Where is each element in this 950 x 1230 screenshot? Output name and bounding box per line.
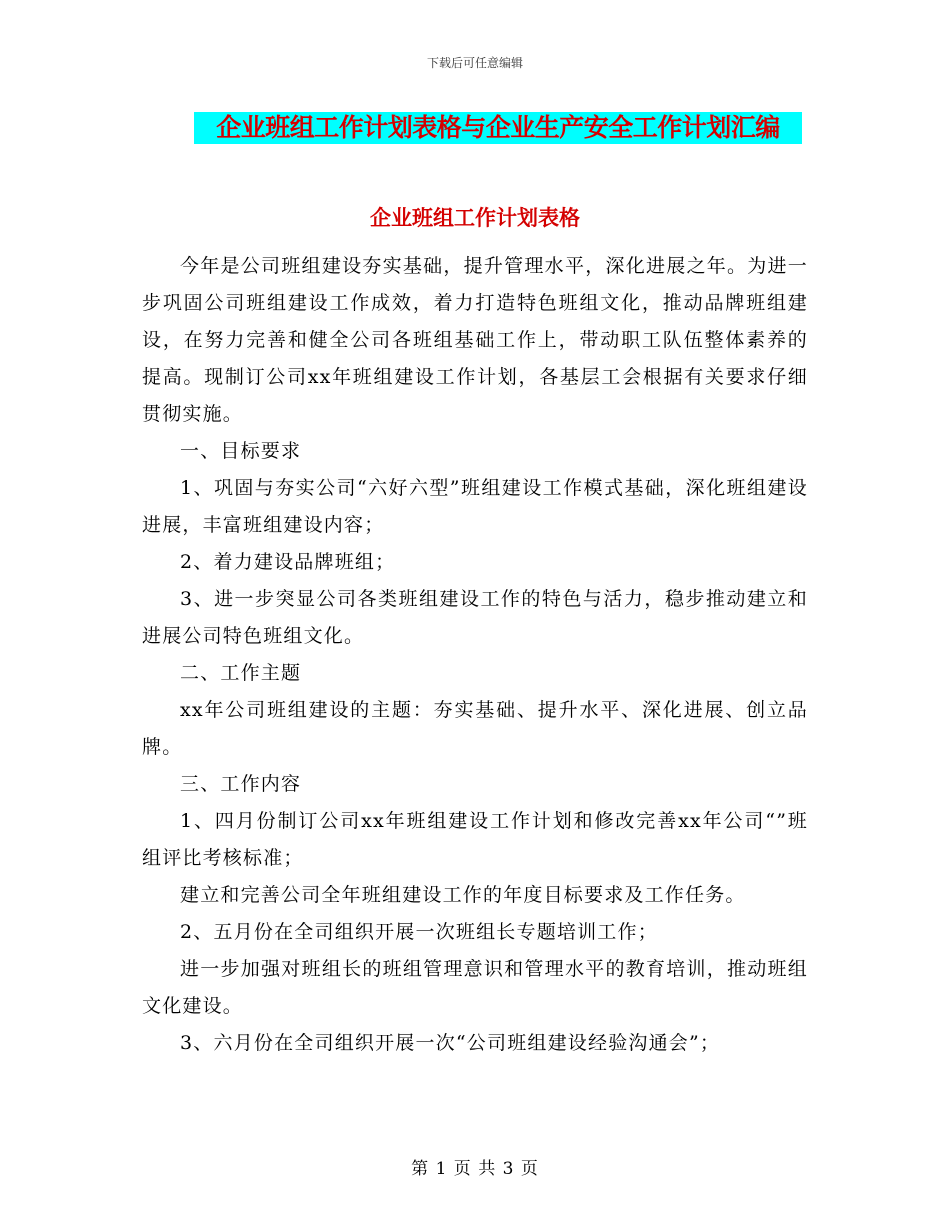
heading-goals: 一、目标要求	[180, 440, 302, 462]
paragraph: 3、进一步突显公司各类班组建设工作的特色与活力，稳步推动建立和进展公司特色班组文化。	[142, 588, 808, 647]
paragraph: 进一步加强对班组长的班组管理意识和管理水平的教育培训，推动班组文化建设。	[142, 958, 808, 1017]
page-footer: 第 1 页 共 3 页	[411, 1159, 539, 1179]
paragraph: 1、四月份制订公司xx年班组建设工作计划和修改完善xx年公司“”班组评比考核标准；	[142, 810, 808, 869]
paragraph: 今年是公司班组建设夯实基础，提升管理水平，深化进展之年。为进一步巩固公司班组建设工作成效，着力打造特色班组文化，推动品牌班组建设，在努力完善和健全公司各班组基础工作上，带动职工队伍整体素养的提高。现制订公司xx年班组建设工作计划，各基层工会根据有关要求仔细贯彻实施。	[142, 255, 808, 425]
body-text	[142, 248, 808, 1062]
paragraph: 2、五月份在全司组织开展一次班组长专题培训工作；	[180, 921, 658, 943]
heading-content: 三、工作内容	[180, 773, 302, 795]
paragraph: 3、六月份在全司组织开展一次“公司班组建设经验沟通会”；	[180, 1032, 721, 1054]
heading-theme: 二、工作主题	[180, 662, 302, 684]
header-note: 下载后可任意编辑	[426, 56, 523, 70]
paragraph: xx年公司班组建设的主题：夯实基础、提升水平、深化进展、创立品牌。	[142, 699, 808, 758]
document-title: 企业班组工作计划表格与企业生产安全工作计划汇编	[194, 112, 802, 144]
paragraph: 建立和完善公司全年班组建设工作的年度目标要求及工作任务。	[180, 884, 746, 906]
paragraph: 2、着力建设品牌班组；	[180, 551, 396, 573]
section-title: 企业班组工作计划表格	[370, 206, 580, 230]
paragraph: 1、巩固与夯实公司“六好六型”班组建设工作模式基础，深化班组建设进展，丰富班组建设内容；	[142, 477, 808, 536]
